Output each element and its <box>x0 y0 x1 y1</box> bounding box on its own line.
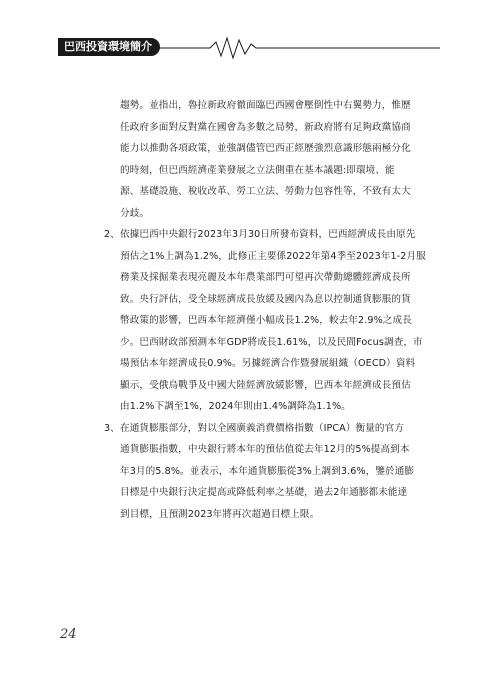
list-item-text <box>120 224 426 418</box>
text-line: 預估之1%上調為1.2%，此修正主要係2022年第4季至2023年1-2月服 <box>120 250 426 262</box>
page-number: 24 <box>60 627 77 642</box>
list-item-text <box>120 418 420 526</box>
list-item <box>104 224 426 418</box>
body-text <box>104 95 426 525</box>
text-line: 依據巴西中央銀行2023年3月30日所發布資料，巴西經濟成長由原先 <box>120 229 416 240</box>
text-line: 趨勢。並指出，魯拉新政府徹面臨巴西國會壓倒性中右翼勢力，惟歷 <box>120 100 411 111</box>
text-line: 到目標，且預測2023年將再次超過目標上限。 <box>120 508 320 520</box>
text-line: 少。巴西財政部預測本年GDP將成長1.61%，以及民間Focus調查，市 <box>120 336 423 348</box>
list-item <box>104 418 420 526</box>
header-title: 巴西投資環境簡介 <box>58 38 160 56</box>
text-line: 顯示，受俄烏戰爭及中國大陸經濟放緩影響，巴西本年經濟成長預估 <box>120 379 411 391</box>
text-line: 源、基礎設施、稅收改革、勞工立法、勞動力包容性等，不致有太大 <box>120 186 411 197</box>
text-line: 分歧。 <box>120 207 150 219</box>
running-header <box>0 34 480 62</box>
text-line: 由1.2%下調至1%，2024年則由1.4%調降為1.1%。 <box>120 401 351 412</box>
text-line: 幣政策的影響，巴西本年經濟僅小幅成長1.2%，較去年2.9%之成長 <box>120 315 412 326</box>
text-line: 任政府多面對反對黨在國會為多數之局勢，新政府將有足夠政黨協商 <box>120 121 411 133</box>
heartbeat-line-icon <box>150 34 440 62</box>
text-line: 通貨膨脹指數，中央銀行將本年的預估值從去年12月的5%提高到本 <box>120 444 410 455</box>
list-item-number: 2、 <box>104 229 120 240</box>
text-line: 致。央行評估，受全球經濟成長放緩及國內為息以控制通貨膨脹的貨 <box>120 293 411 305</box>
text-line: 年3月的5.8%。並表示，本年通貨膨脹從3%上調到3.6%，鑒於通膨 <box>120 465 415 477</box>
text-line: 在通貨膨脹部分，對以全國廣義消費價格指數（IPCA）衡量的官方 <box>120 422 405 434</box>
intro-paragraph <box>120 95 420 224</box>
text-line: 能力以推動各項政策，並強調儘管巴西正經歷強烈意識形態兩極分化 <box>120 143 411 154</box>
text-line: 場預估本年經濟成長0.9%。另據經濟合作暨發展組織（OECD）資料 <box>120 358 416 369</box>
text-line: 務業及採掘業表現亮麗及本年農業部門可望再次帶動總體經濟成長所 <box>120 272 411 283</box>
text-line: 的時刻，但巴西經濟產業發展之立法側重在基本議題:即環境、能 <box>120 164 395 176</box>
text-line: 目標是中央銀行決定提高或降低利率之基礎，過去2年通膨都未能達 <box>120 487 408 498</box>
list-item-number: 3、 <box>104 422 120 434</box>
